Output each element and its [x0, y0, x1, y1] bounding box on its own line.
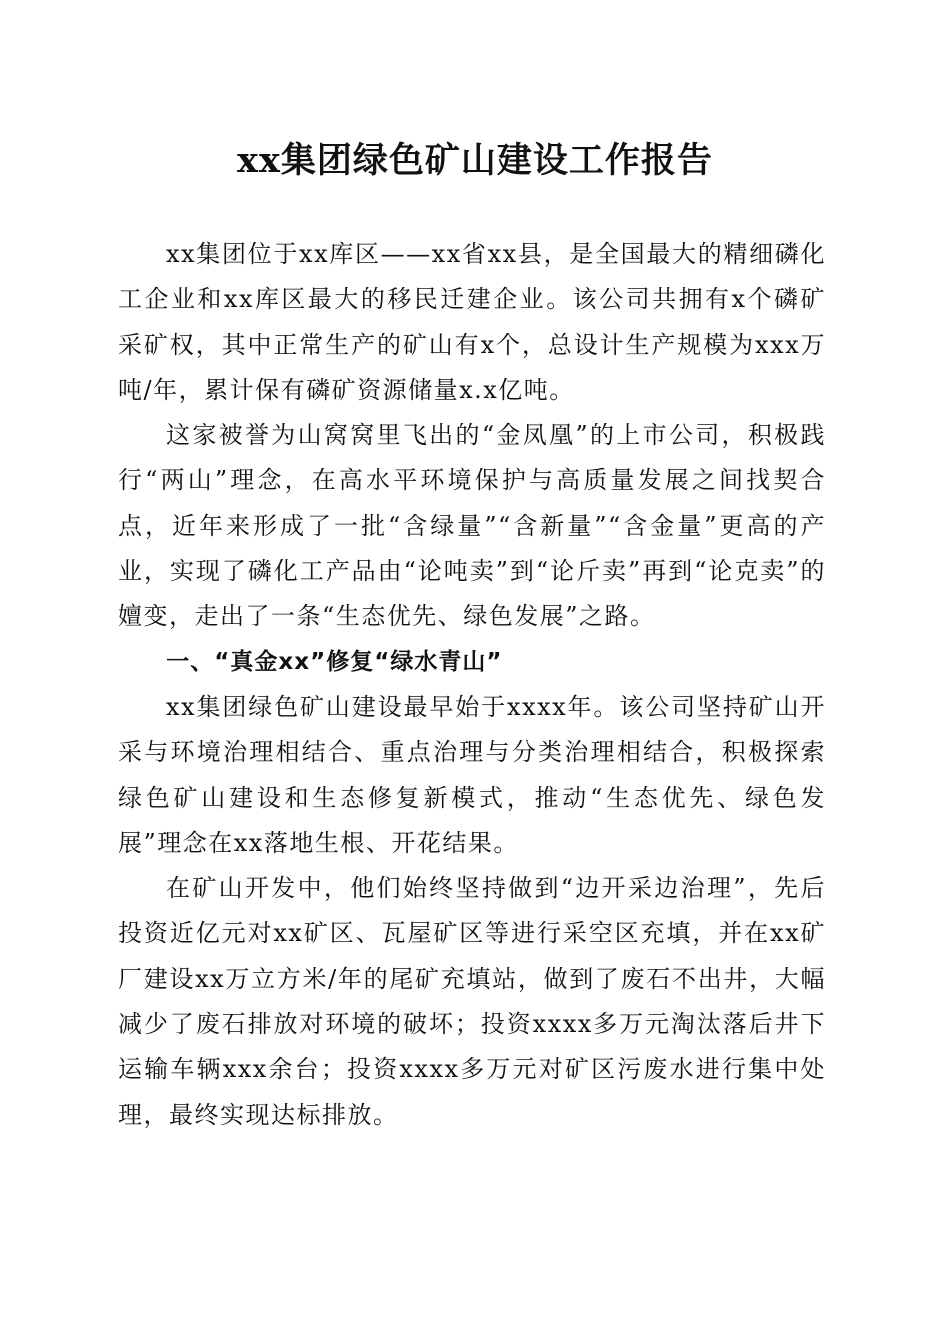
section-1-paragraph-2: 在矿山开发中，他们始终坚持做到“边开采边治理”，先后投资近亿元对xx矿区、瓦屋矿区等进行采空区充填，并在xx矿厂建设xx万立方米/年的尾矿充填站，做到了废石不出井，大幅减少了废石排放对环境的破坏；投资xxxx多万元淘汰落后井下运输车辆xxx余台；投资xxxx多万元对矿区污废水进行集中处理，最终实现达标排放。: [118, 874, 826, 1129]
section-1-heading: 一、“真金xx”修复“绿水青山”: [166, 648, 503, 675]
section-1-paragraph-1: xx集团绿色矿山建设最早始于xxxx年。该公司坚持矿山开采与环境治理相结合、重点治理与分类治理相结合，积极探索绿色矿山建设和生态修复新模式，推动“生态优先、绿色发展”理念在xx落地生根、开花结果。: [118, 692, 826, 857]
intro-paragraph-2: 这家被誉为山窝窝里飞出的“金凤凰”的上市公司，积极践行“两山”理念，在高水平环境保护与高质量发展之间找契合点，近年来形成了一批“含绿量”“含新量”“含金量”更高的产业，实现了磷化工产品由“论吨卖”到“论斤卖”再到“论克卖”的嬗变，走出了一条“生态优先、绿色发展”之路。: [118, 421, 826, 631]
document-title: xx集团绿色矿山建设工作报告: [237, 140, 713, 181]
intro-paragraph-1: xx集团位于xx库区——xx省xx县，是全国最大的精细磷化工企业和xx库区最大的移民迁建企业。该公司共拥有x个磷矿采矿权，其中正常生产的矿山有x个，总设计生产规模为xxx万吨/年，累计保有磷矿资源储量x.x亿吨。: [118, 240, 826, 404]
document-body: [118, 232, 826, 1138]
